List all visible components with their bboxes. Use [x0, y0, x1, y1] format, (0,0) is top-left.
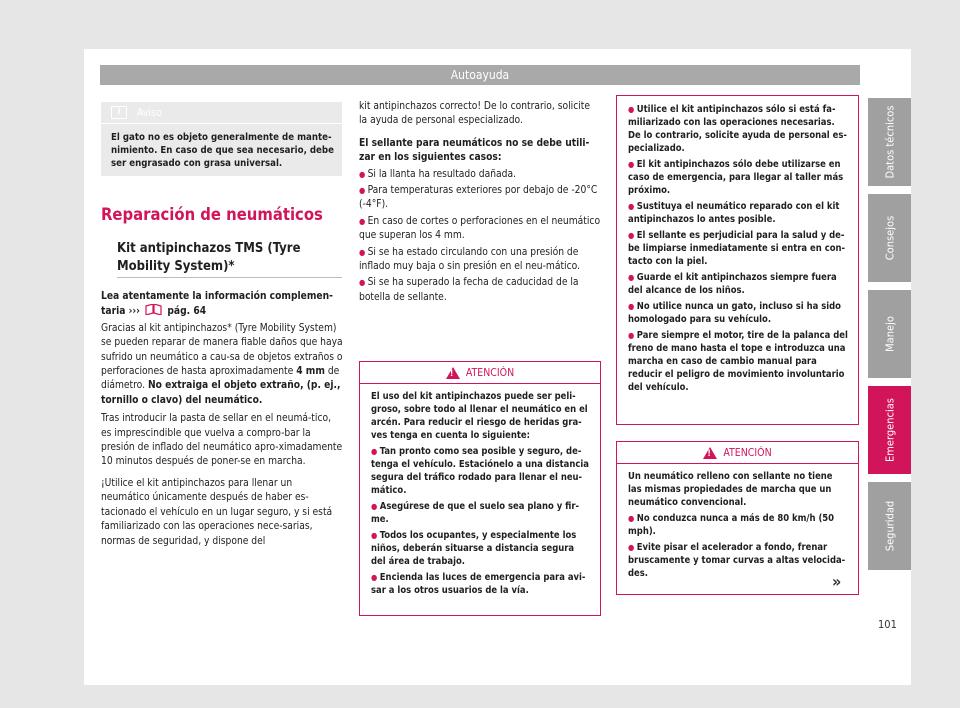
chapter-tabs: [868, 98, 911, 578]
paragraph-emph: 4 mm: [296, 366, 325, 378]
bullet-icon: ●: [628, 202, 637, 211]
tab-datos-técnicos[interactable]: [868, 98, 911, 186]
list-item: [628, 329, 849, 394]
list-item-text: El kit antipinchazos sólo debe utilizarse en caso de emergencia, para llegar al taller más próximo.: [628, 159, 844, 196]
list-item: [359, 215, 601, 244]
warning-box-2: [616, 441, 859, 595]
bullet-icon: ●: [628, 331, 637, 340]
list-item-text: Guarde el kit antipinchazos siempre fuera del alcance de los niños.: [628, 272, 837, 296]
list-item-text: En caso de cortes o perforaciones en el neumático que superan los 4 mm.: [359, 215, 601, 242]
warning-continued-list: [617, 96, 858, 394]
paragraph-usage: ¡Utilice el kit antipinchazos para llenar un neumático únicamente después de haber es-tacionado el vehículo en un lugar seguro, y si está familiarizado con las operaciones nece-sarias, normas de seguridad, y dispone del: [101, 477, 333, 547]
list-item: [628, 103, 849, 155]
bullet-icon: ●: [628, 105, 637, 114]
bullet-icon: ●: [628, 160, 637, 169]
divider: [117, 277, 342, 278]
bullet-icon: ●: [628, 273, 637, 282]
tab-label: Seguridad: [883, 500, 896, 552]
list-item: [628, 300, 849, 326]
bullet-icon: ●: [359, 216, 368, 226]
list-item-text: Sustituya el neumático reparado con el kit antipinchazos lo antes posible.: [628, 201, 840, 225]
paragraph-kit: [101, 322, 343, 408]
tab-seguridad[interactable]: [868, 482, 911, 570]
section-subtitle: Kit antipinchazos TMS (Tyre Mobility System)*: [117, 241, 301, 274]
tab-manejo[interactable]: [868, 290, 911, 378]
warning-text: [360, 384, 600, 597]
warning-header: [360, 362, 600, 384]
list-item-text: No utilice nunca un gato, incluso si ha sido homologado para su vehículo.: [628, 301, 841, 325]
list-item: [628, 158, 849, 197]
info-icon: i: [111, 106, 127, 119]
bullet-icon: ●: [359, 169, 368, 179]
bullet-icon: ●: [359, 278, 368, 288]
bullet-icon: ●: [371, 531, 380, 540]
tab-label: Manejo: [883, 316, 896, 352]
list-item: [371, 529, 591, 568]
warning-intro: El uso del kit antipinchazos puede ser peli-groso, sobre todo al llenar el neumático en el arcén. Para reducir el riesgo de heridas gra-ves tenga en cuenta lo siguiente:: [371, 391, 588, 441]
intro-text: Lea atentamente la información complemen-taria ›››: [101, 291, 333, 318]
list-item-text: Todos los ocupantes, y especialmente los niños, deberán situarse a distancia segura del área de trabajo.: [371, 530, 577, 567]
bullet-icon: ●: [628, 231, 637, 240]
warning-text-2: [617, 464, 858, 580]
list-item-text: Si se ha estado circulando con una presión de inflado muy baja o sin presión en el neu-mático.: [359, 246, 580, 273]
list-item: [359, 246, 601, 275]
list-item-text: Encienda las luces de emergencia para avi-sar a los otros usuarios de la vía.: [371, 572, 586, 596]
bullet-icon: ●: [628, 514, 637, 523]
tab-label: Datos técnicos: [883, 105, 896, 179]
book-icon: [145, 304, 162, 315]
list-item-text: No conduzca nunca a más de 80 km/h (50 mph).: [628, 513, 835, 537]
bullet-icon: ●: [628, 543, 637, 552]
list-item-text: Si la llanta ha resultado dañada.: [367, 168, 516, 180]
warning-icon: !: [446, 367, 460, 379]
list-item-text: El sellante es perjudicial para la salud y de-be limpiarse inmediatamente si entra en con-tacto con la piel.: [628, 230, 846, 267]
list-item: [371, 445, 591, 497]
notice-label: Aviso: [137, 106, 162, 119]
bullet-icon: ●: [371, 447, 380, 456]
paragraph-continue: kit antipinchazos correcto! De lo contrario, solicite la ayuda de personal especializado.: [359, 101, 591, 127]
list-item: [359, 168, 601, 182]
notice-text: El gato no es objeto generalmente de mante-nimiento. En caso de que sea necesario, debe ser engrasado con grasa universal.: [111, 132, 334, 169]
intro-paragraph: [101, 290, 343, 320]
notice-header: [101, 102, 342, 124]
warning-label: ATENCIÓN: [465, 366, 515, 379]
list-heading: El sellante para neumáticos no se debe utili-zar en los siguientes casos:: [359, 137, 590, 164]
warning-intro-2: Un neumático relleno con sellante no tiene las mismas propiedades de marcha que un neumático convencional.: [628, 471, 833, 508]
bullet-icon: ●: [628, 302, 637, 311]
warning-list: [371, 445, 591, 597]
tab-label: Emergencias: [883, 398, 896, 462]
warning-icon: !: [703, 447, 717, 459]
bullet-icon: ●: [371, 502, 380, 511]
list-item-text: Utilice el kit antipinchazos sólo si está fa-miliarizado con las operaciones necesarias. De lo contrario, solicite ayuda de personal es-pecializado.: [628, 104, 847, 154]
list-item-text: Si se ha superado la fecha de caducidad de la botella de sellante.: [359, 277, 579, 303]
warning-box: [359, 361, 601, 616]
list-item-text: Tan pronto como sea posible y seguro, de-tenga el vehículo. Estaciónelo a una distancia segura del tráfico rodado para llenar el neu-mático.: [371, 446, 589, 496]
page-header: Autoayuda: [100, 65, 860, 85]
list-item: [628, 271, 849, 297]
list-item: [628, 541, 849, 580]
paragraph-pressure: Tras introducir la pasta de sellar en el neumá-tico, es imprescindible que vuelva a compro-bar la presión de inflado del neumático apro-ximadamente 10 minutos después de poner-se en marcha.: [101, 413, 343, 468]
list-item-text: Evite pisar el acelerador a fondo, frenar bruscamente y tomar curvas a altas velocida-des.: [628, 542, 846, 579]
list-item: [359, 276, 601, 305]
list-item: [628, 512, 849, 538]
paragraph-text: Gracias al kit antipinchazos* (Tyre Mobility System) se pueden reparar de manera fiable daños que haya sufrido un neumático a cau-sa de objetos extraños o perforaciones de hasta aproximadamente: [101, 322, 343, 378]
column-2: [359, 100, 601, 305]
paragraph-emph: No extraiga el objeto extraño, (p. ej., tornillo o clavo) del neumático.: [101, 380, 341, 406]
tab-emergencias[interactable]: [868, 386, 911, 474]
list-item-text: Asegúrese de que el suelo sea plano y fir-me.: [371, 501, 580, 525]
tab-consejos[interactable]: [868, 194, 911, 282]
warning-continued-box: [616, 95, 859, 425]
bullet-icon: ●: [371, 573, 380, 582]
warning-list-2: [628, 512, 849, 580]
continue-arrow: »: [832, 572, 842, 591]
page-link[interactable]: pág. 64: [167, 306, 207, 318]
warning-header-2: [617, 442, 858, 464]
list-item-text: Pare siempre el motor, tire de la palanca del freno de mano hasta el tope e introduzca una marcha en caso de cambio manual para reducir el peligro de movimiento involuntario del vehículo.: [628, 330, 848, 393]
notice-box: [101, 102, 342, 176]
paragraph-text: de diámetro.: [101, 366, 340, 392]
list-item: [628, 229, 849, 268]
column-1: [101, 290, 343, 549]
list-item: [371, 571, 591, 597]
list-item: [359, 184, 601, 213]
page-number: 101: [878, 618, 897, 631]
section-title: Reparación de neumáticos: [101, 205, 323, 224]
bullet-icon: ●: [359, 247, 368, 257]
tab-label: Consejos: [883, 215, 896, 261]
list-item: [371, 500, 591, 526]
bullet-icon: ●: [359, 186, 368, 196]
list-item-text: Para temperaturas exteriores por debajo de -20°C (-4°F).: [359, 185, 598, 211]
list-item: [628, 200, 849, 226]
warning-label-2: ATENCIÓN: [723, 446, 772, 459]
condition-list: [359, 168, 601, 306]
